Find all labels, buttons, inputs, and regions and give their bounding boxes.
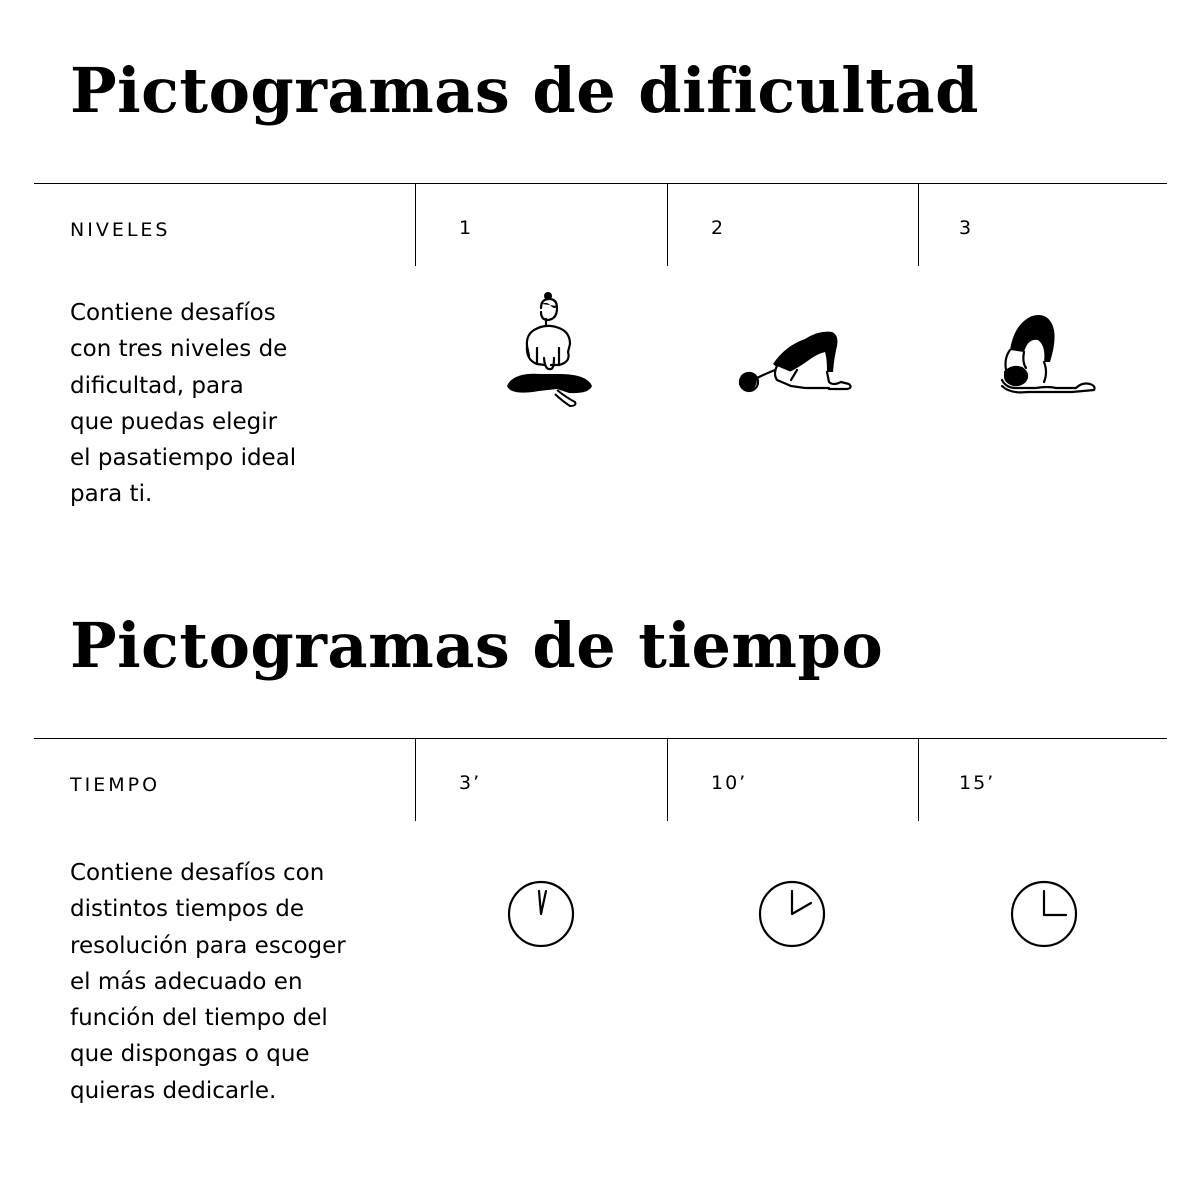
clock-3-min-icon [505, 878, 577, 950]
time-10-heading: 10’ [711, 772, 748, 794]
difficulty-description: Contiene desafíos con tres niveles de dificultad, para que puedas elegir el pasatiempo ideal para ti. [70, 300, 297, 508]
yoga-bridge-pose-icon [733, 322, 855, 400]
yoga-backbend-pose-icon [992, 310, 1104, 398]
column-divider [667, 739, 668, 821]
time-label: TIEMPO [70, 774, 161, 796]
yoga-sitting-pose-icon [497, 290, 597, 408]
level-3-heading: 3 [959, 217, 974, 239]
divider [34, 738, 1167, 739]
column-divider [415, 739, 416, 821]
time-3-heading: 3’ [459, 772, 482, 794]
divider [34, 183, 1167, 184]
time-description: Contiene desafíos con distintos tiempos de resolución para escoger el más adecuado en función del tiempo del que dispongas o que quieras dedicarle. [70, 860, 346, 1104]
difficulty-title: Pictogramas de dificultad [70, 54, 979, 127]
clock-10-min-icon [756, 878, 828, 950]
level-2-heading: 2 [711, 217, 726, 239]
column-divider [918, 184, 919, 266]
column-divider [667, 184, 668, 266]
levels-label: NIVELES [70, 219, 171, 241]
level-1-heading: 1 [459, 217, 474, 239]
clock-15-min-icon [1008, 878, 1080, 950]
time-15-heading: 15’ [959, 772, 996, 794]
column-divider [415, 184, 416, 266]
time-title: Pictogramas de tiempo [70, 609, 884, 682]
column-divider [918, 739, 919, 821]
